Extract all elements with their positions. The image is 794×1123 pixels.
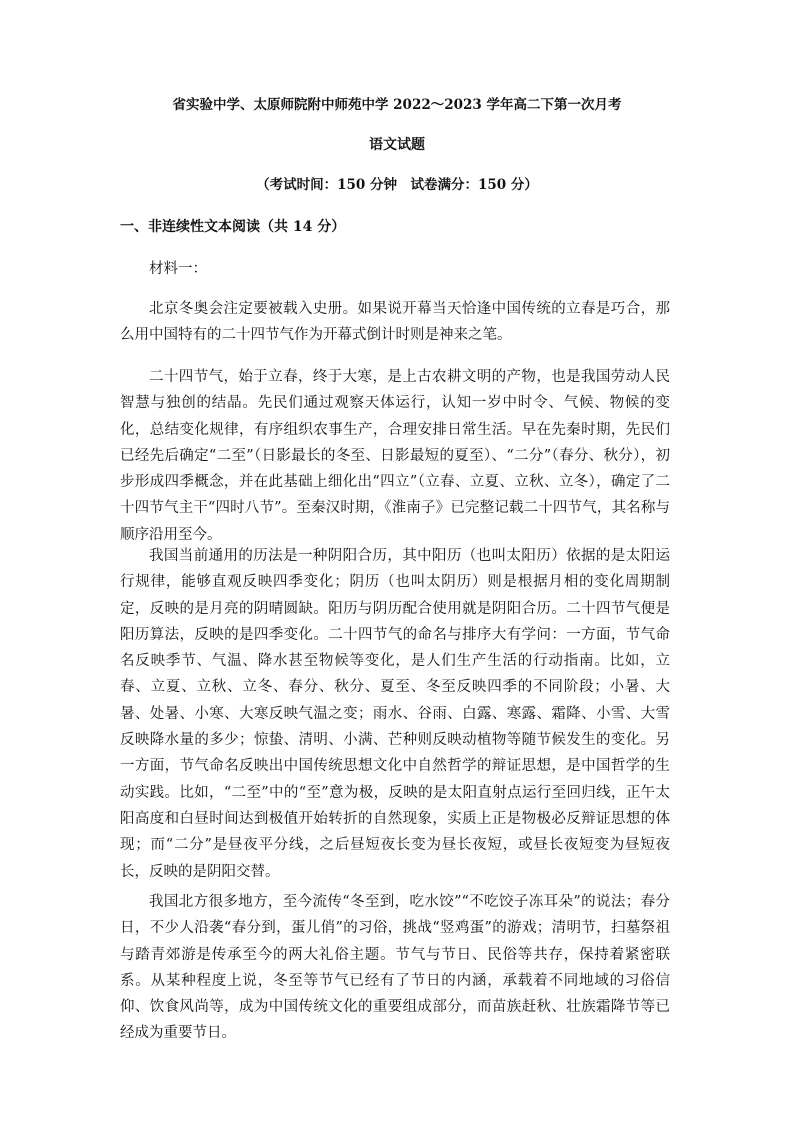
exam-title: 省实验中学、太原师院附中师苑中学 2022～2023 学年高二下第一次月考 [172,97,622,113]
paragraph: 二十四节气，始于立春，终于大寒，是上古农耕文明的产物，也是我国劳动人民智慧与独创的结晶。先民们通过观察天体运行，认知一岁中时令、气候、物候的变化，总结变化规律，有序组织农事生产，合理安排日常生活。早在先秦时期，先民们已经先后确定“二至”（日影最长的冬至、日影最短的夏至）、“二分”（春分、秋分），初步形成四季概念，并在此基础上细化出“四立”（立春、立夏、立秋、立冬），确定了二十四节气主干“四时八节”。至秦汉时期，《淮南子》已完整记载二十四节气，其名称与顺序沿用至今。 [120,369,670,543]
exam-info: （考试时间：150 分钟 试卷满分：150 分） [256,177,538,193]
section-heading: 一、非连续性文本阅读（共 14 分） [120,219,346,235]
paragraph: 我国当前通用的历法是一种阴阳合历，其中阳历（也叫太阳历）依据的是太阳运行规律，能够直观反映四季变化；阴历（也叫太阴历）则是根据月相的变化周期制定，反映的是月亮的阴晴圆缺。阳历与阴历配合使用就是阴阳合历。二十四节气便是阳历算法，反映的是四季变化。二十四节气的命名与排序大有学问：一方面，节气命名反映季节、气温、降水甚至物候等变化，是人们生产生活的行动指南。比如，立春、立夏、立秋、立冬、春分、秋分、夏至、冬至反映四季的不同阶段；小暑、大暑、处暑、小寒、大寒反映气温之变；雨水、谷雨、白露、寒露、霜降、小雪、大雪反映降水量的多少；惊蛰、清明、小满、芒种则反映动植物等随节候发生的变化。另一方面，节气命名反映出中国传统思想文化中自然哲学的辩证思想，是中国哲学的生动实践。比如，“二至”中的“至”意为极，反映的是太阳直射点运行至回归线，正午太阳高度和白昼时间达到极值开始转折的自然现象，实质上正是物极必反辩证思想的体现；而“二分”是昼夜平分线，之后昼短夜长变为昼长夜短，或昼长夜短变为昼短夜长，反映的是阴阳交替。 [120,548,670,880]
paragraph: 北京冬奥会注定要被载入史册。如果说开幕当天恰逢中国传统的立春是巧合，那么用中国特有的二十四节气作为开幕式倒计时则是神来之笔。 [120,301,670,344]
subject-title: 语文试题 [369,137,425,153]
material-label: 材料一： [149,261,207,277]
paragraph: 我国北方很多地方，至今流传“冬至到，吃水饺”“不吃饺子冻耳朵”的说法；春分日，不少人沿袭“春分到，蛋儿俏”的习俗，挑战“竖鸡蛋”的游戏；清明节，扫墓祭祖与踏青郊游是传承至今的两大礼俗主题。节气与节日、民俗等共存，保持着紧密联系。从某种程度上说，冬至等节气已经有了节日的内涵，承载着不同地域的习俗信仰、饮食风尚等，成为中国传统文化的重要组成部分，而苗族赶秋、壮族霜降节等已经成为重要节日。 [120,894,670,1042]
